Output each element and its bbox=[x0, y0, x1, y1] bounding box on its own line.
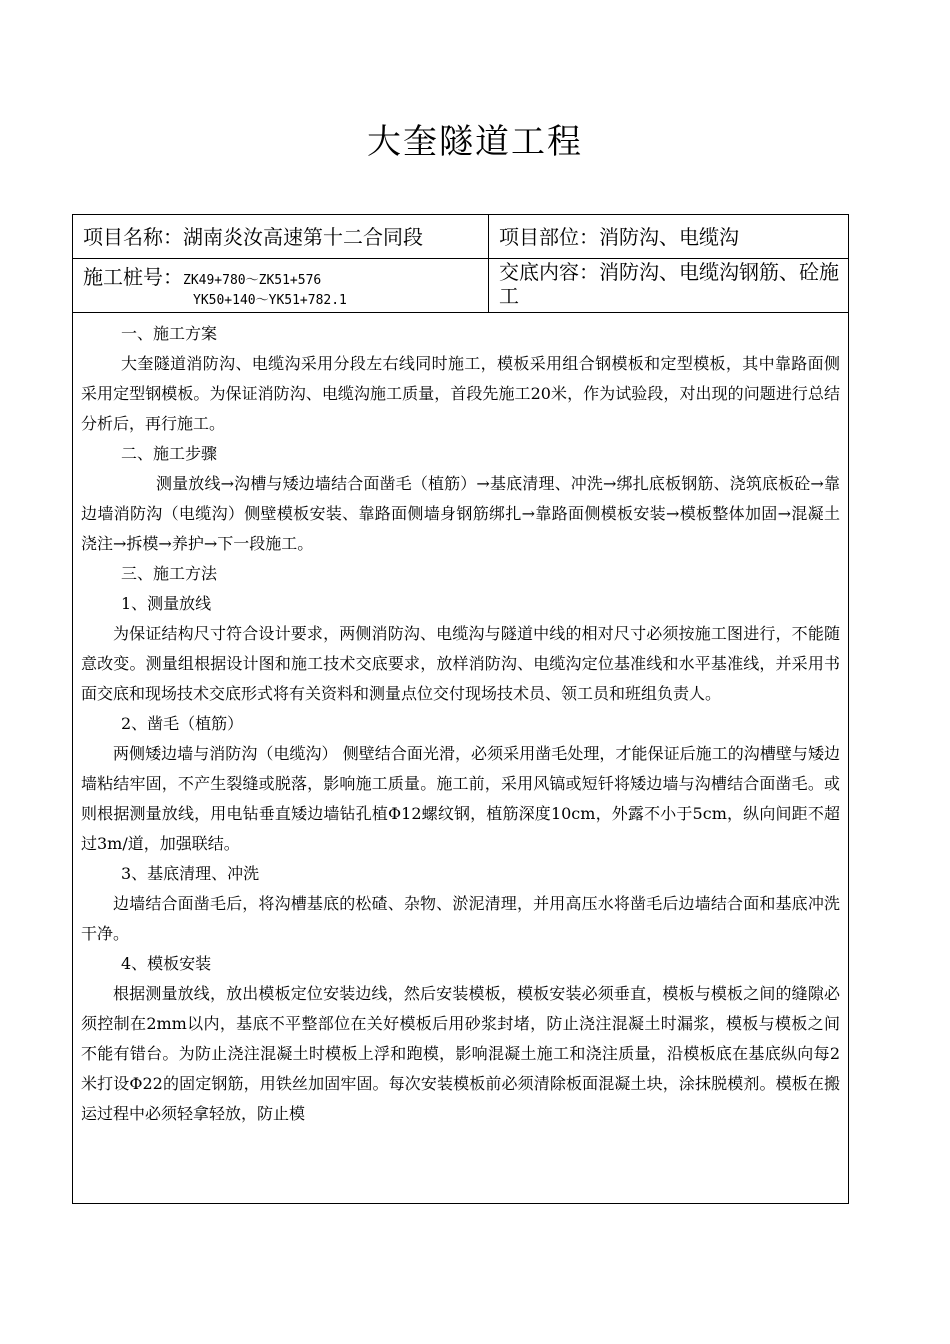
method-body-survey: 为保证结构尺寸符合设计要求，两侧消防沟、电缆沟与隧道中线的相对尺寸必须按施工图进行，不能随意改变。测量组根据设计图和施工技术交底要求，放样消防沟、电缆沟定位基准线和水平基准线，并采用书面交底和现场技术交底形式将有关资料和测量点位交付现场技术员、领工员和班组负责人。 bbox=[81, 624, 840, 703]
method-heading-formwork: 4、模板安装 bbox=[121, 954, 212, 973]
project-name-cell: 项目名称：湖南炎汝高速第十二合同段 bbox=[73, 215, 489, 258]
section-heading-plan: 一、施工方案 bbox=[121, 324, 218, 343]
section-body-plan: 大奎隧道消防沟、电缆沟采用分段左右线同时施工，模板采用组合钢模板和定型模板，其中靠路面侧采用定型钢模板。为保证消防沟、电缆沟施工质量，首段先施工20米，作为试验段，对出现的问题进行总结分析后，再行施工。 bbox=[81, 354, 840, 433]
section-body-steps: 测量放线→沟槽与矮边墙结合面凿毛（植筋）→基底清理、冲洗→绑扎底板钢筋、浇筑底板砼→靠边墙消防沟（电缆沟）侧壁模板安装、靠路面侧墙身钢筋绑扎→靠路面侧模板安装→模板整体加固→混凝土浇注→拆模→养护→下一段施工。 bbox=[81, 474, 840, 553]
method-body-cleaning: 边墙结合面凿毛后，将沟槽基底的松碴、杂物、淤泥清理，并用高压水将凿毛后边墙结合面和基底冲洗干净。 bbox=[81, 894, 840, 943]
header-row-1 bbox=[73, 215, 848, 259]
section-heading-methods: 三、施工方法 bbox=[121, 564, 218, 583]
section-heading-steps: 二、施工步骤 bbox=[121, 444, 218, 463]
method-heading-chisel: 2、凿毛（植筋） bbox=[121, 714, 244, 733]
body-content bbox=[73, 313, 848, 1129]
handover-form bbox=[72, 214, 849, 1204]
method-heading-survey: 1、测量放线 bbox=[121, 594, 212, 613]
stake-range-right: YK50+140～YK51+782.1 bbox=[193, 293, 347, 308]
method-body-formwork: 根据测量放线，放出模板定位安装边线，然后安装模板，模板安装必须垂直，模板与模板之间的缝隙必须控制在2mm以内，基底不平整部位在关好模板后用砂浆封堵，防止浇注混凝土时漏浆，模板与模板之间不能有错台。为防止浇注混凝土时模板上浮和跑模，影响混凝土施工和浇注质量，沿模板底在基底纵向每2米打设Φ22的固定钢筋，用铁丝加固牢固。每次安装模板前必须清除板面混凝土块，涂抹脱模剂。模板在搬运过程中必须轻拿轻放，防止模 bbox=[81, 984, 840, 1123]
stake-range-left: ZK49+780～ZK51+576 bbox=[183, 273, 322, 288]
handover-content-cell: 交底内容：消防沟、电缆沟钢筋、砼施工 bbox=[499, 260, 839, 308]
method-body-chisel: 两侧矮边墙与消防沟（电缆沟） 侧壁结合面光滑，必须采用凿毛处理，才能保证后施工的沟槽壁与矮边墙粘结牢固，不产生裂缝或脱落，影响施工质量。施工前，采用风镐或短钎将矮边墙与沟槽结合面凿毛。或则根据测量放线，用电钻垂直矮边墙钻孔植Φ12螺纹钢，植筋深度10cm，外露不小于5cm，纵向间距不超过3m/道，加强联结。 bbox=[81, 744, 840, 853]
stake-label: 施工桩号： bbox=[83, 265, 183, 289]
method-heading-cleaning: 3、基底清理、冲洗 bbox=[121, 864, 260, 883]
header-row-2 bbox=[73, 259, 848, 313]
project-part-cell: 项目部位：消防沟、电缆沟 bbox=[499, 225, 739, 249]
document-title: 大奎隧道工程 bbox=[367, 122, 583, 162]
stake-cell bbox=[73, 259, 489, 312]
